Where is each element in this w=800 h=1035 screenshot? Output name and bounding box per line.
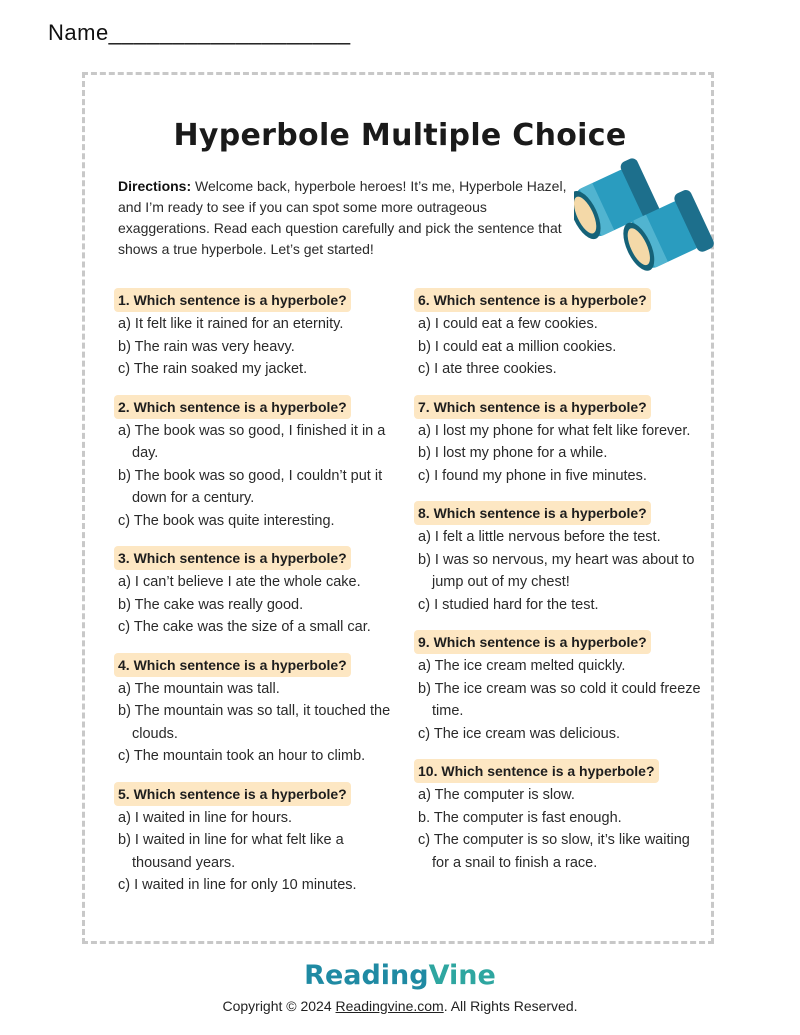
copyright-suffix: . All Rights Reserved.	[443, 998, 578, 1014]
directions-label: Directions:	[118, 178, 192, 194]
option-a[interactable]: a) I felt a little nervous before the test.	[418, 529, 661, 545]
option-a[interactable]: a) I can’t believe I ate the whole cake.	[118, 574, 361, 590]
question-heading: 7. Which sentence is a hyperbole?	[414, 395, 651, 419]
option-c[interactable]: c) The cake was the size of a small car.	[118, 619, 371, 635]
option-a[interactable]: a) The book was so good, I finished it in a day.	[118, 422, 386, 461]
option-a[interactable]: a) The computer is slow.	[418, 787, 575, 803]
question-heading: 9. Which sentence is a hyperbole?	[414, 630, 651, 654]
option-c[interactable]: c) I ate three cookies.	[418, 361, 557, 377]
logo-vine: Vine	[428, 960, 496, 991]
question-heading: 6. Which sentence is a hyperbole?	[414, 288, 651, 312]
question-heading: 3. Which sentence is a hyperbole?	[114, 546, 351, 570]
question-heading: 10. Which sentence is a hyperbole?	[414, 759, 659, 783]
option-b[interactable]: b) The rain was very heavy.	[118, 338, 295, 355]
question-heading: 4. Which sentence is a hyperbole?	[114, 653, 351, 677]
option-c[interactable]: c) I studied hard for the test.	[418, 596, 599, 613]
option-c[interactable]: c) The computer is so slow, it’s like waiting for a snail to finish a race.	[418, 832, 690, 871]
readingvine-link[interactable]: Readingvine.com	[335, 998, 444, 1014]
option-c[interactable]: c) The ice cream was delicious.	[418, 725, 621, 742]
questions-right-column	[414, 288, 706, 888]
directions-text: Welcome back, hyperbole heroes! It’s me, Hyperbole Hazel, and I’m ready to see if you can spot some more outrageous exaggerations. Read each question carefully and pick the sentence that shows a true hyperbole. Let’s get started!	[118, 178, 567, 257]
option-c[interactable]: c) I found my phone in five minutes.	[418, 467, 647, 484]
option-c[interactable]: c) The rain soaked my jacket.	[118, 361, 308, 377]
option-c[interactable]: c) I waited in line for only 10 minutes.	[118, 877, 357, 893]
worksheet-title: Hyperbole Multiple Choice	[173, 118, 627, 153]
option-b[interactable]: b) The mountain was so tall, it touched the clouds.	[118, 703, 391, 742]
readingvine-logo	[0, 960, 800, 991]
question-9	[414, 630, 706, 745]
option-b[interactable]: b) The cake was really good.	[118, 596, 304, 613]
logo-reading: Reading	[304, 960, 429, 991]
option-c[interactable]: c) The mountain took an hour to climb.	[118, 748, 366, 764]
question-8	[414, 501, 706, 616]
option-b[interactable]: b) I was so nervous, my heart was about to jump out of my chest!	[418, 551, 695, 590]
option-b[interactable]: b) The book was so good, I couldn’t put it down for a century.	[118, 467, 383, 506]
option-b[interactable]: b) The ice cream was so cold it could freeze time.	[418, 680, 701, 719]
directions	[118, 176, 580, 260]
question-4	[114, 653, 406, 768]
copyright-notice	[0, 998, 800, 1014]
option-b[interactable]: b) I lost my phone for a while.	[418, 445, 608, 461]
option-a[interactable]: a) I could eat a few cookies.	[418, 316, 598, 332]
name-field[interactable]: Name___________________	[48, 20, 351, 45]
question-heading: 2. Which sentence is a hyperbole?	[114, 395, 351, 419]
question-1	[114, 288, 406, 381]
copyright-prefix: Copyright © 2024	[222, 998, 336, 1014]
option-c[interactable]: c) The book was quite interesting.	[118, 512, 335, 529]
question-heading: 5. Which sentence is a hyperbole?	[114, 782, 351, 806]
question-3	[114, 546, 406, 639]
questions-left-column	[114, 288, 406, 911]
option-b[interactable]: b) I waited in line for what felt like a thousand years.	[118, 832, 344, 871]
question-5	[114, 782, 406, 897]
question-heading: 8. Which sentence is a hyperbole?	[414, 501, 651, 525]
question-heading: 1. Which sentence is a hyperbole?	[114, 288, 351, 312]
binoculars-icon	[574, 156, 714, 274]
question-10	[414, 759, 706, 874]
question-7	[414, 395, 706, 488]
option-a[interactable]: a) The mountain was tall.	[118, 680, 280, 697]
option-a[interactable]: a) I waited in line for hours.	[118, 809, 293, 826]
option-b[interactable]: b. The computer is fast enough.	[418, 809, 622, 826]
question-2	[114, 395, 406, 533]
option-a[interactable]: a) It felt like it rained for an eternity.	[118, 316, 344, 332]
option-b[interactable]: b) I could eat a million cookies.	[418, 338, 617, 355]
option-a[interactable]: a) The ice cream melted quickly.	[418, 658, 626, 674]
option-a[interactable]: a) I lost my phone for what felt like forever.	[418, 422, 691, 439]
question-6	[414, 288, 706, 381]
